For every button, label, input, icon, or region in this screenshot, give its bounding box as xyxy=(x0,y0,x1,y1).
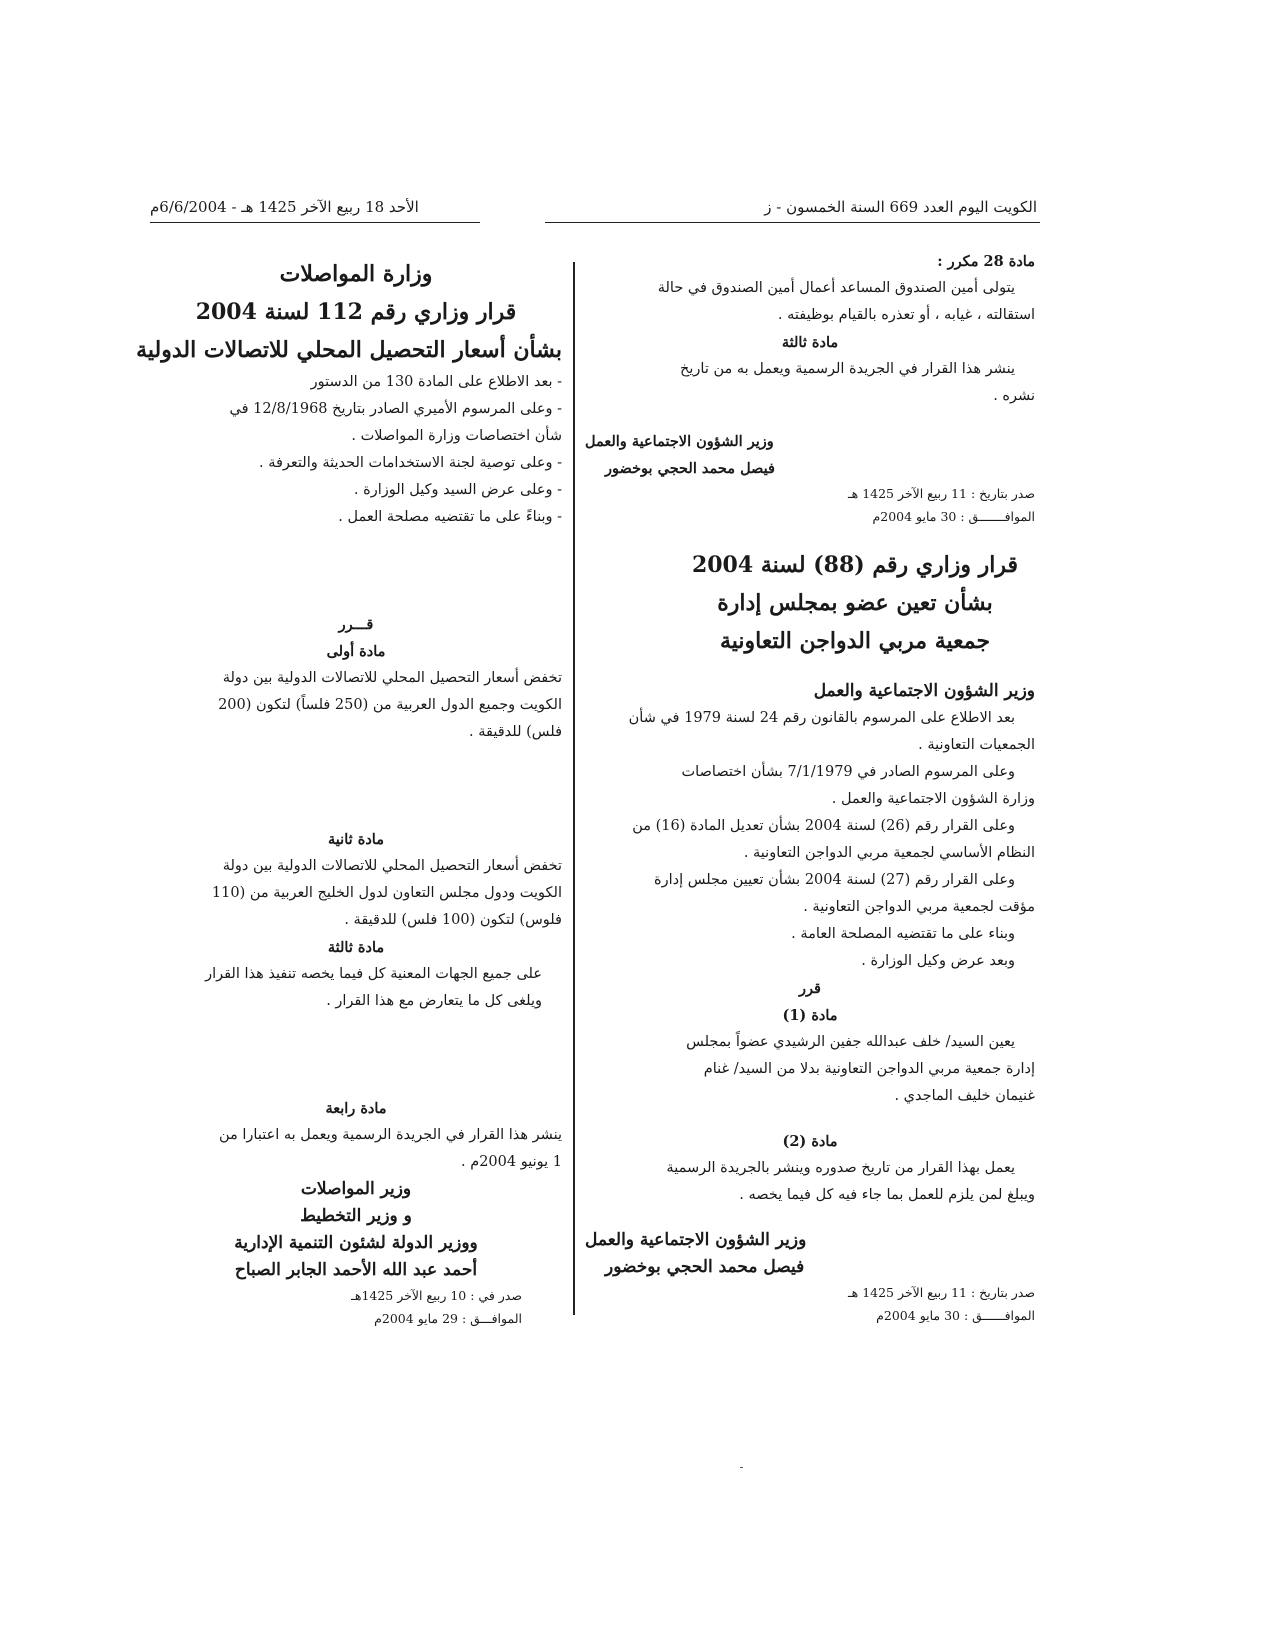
article-second-line: تخفض أسعار التحصيل المحلي للاتصالات الدولية بين دولة xyxy=(222,858,562,874)
article-first-line: تخفض أسعار التحصيل المحلي للاتصالات الدولية بين دولة xyxy=(222,670,562,686)
article-fourth-line: ينشر هذا القرار في الجريدة الرسمية ويعمل به اعتبارا من xyxy=(218,1127,562,1143)
decree-88-title: قرار وزاري رقم (88) لسنة 2004 xyxy=(691,552,1019,578)
article-3-title: مادة ثالثة xyxy=(781,334,839,351)
signature-name: أحمد عبد الله الأحمد الجابر الصباح xyxy=(234,1260,478,1280)
preamble-line: شأن اختصاصات وزارة المواصلات . xyxy=(351,428,562,444)
header-rule-right xyxy=(545,222,1040,223)
decree-88-subject: بشأن تعين عضو بمجلس إدارة xyxy=(717,590,993,616)
preamble-line: وبناء على ما تقتضيه المصلحة العامة . xyxy=(791,926,1015,942)
article-28-line: استقالته ، غيابه ، أو تعذره بالقيام بوظيفته . xyxy=(777,307,1035,323)
article-first-line: فلس) للدقيقة . xyxy=(469,724,562,740)
article-1-title: مادة (1) xyxy=(782,1007,838,1024)
preamble-line: - وعلى توصية لجنة الاستخدامات الحديثة والتعرفة . xyxy=(258,455,562,471)
decided-heading: قـــرر xyxy=(338,616,374,633)
date-1-issued: صدر بتاريخ : 11 ربيع الآخر 1425 هـ xyxy=(847,486,1035,501)
date-2-corresponding: الموافــــــق : 30 مايو 2004م xyxy=(876,1308,1035,1323)
signature-1-name: فيصل محمد الحجي بوخضور xyxy=(605,460,775,477)
decided-heading: قرر xyxy=(799,980,821,997)
article-second-line: فلوس) لتكون (100 فلس) للدقيقة . xyxy=(344,912,562,928)
left-column xyxy=(136,255,562,1330)
article-fourth-line: 1 يونيو 2004م . xyxy=(461,1154,562,1170)
article-second-line: الكويت ودول مجلس التعاون لدول الخليج العربية من (110 xyxy=(211,885,562,901)
signature-1-title: وزير الشؤون الاجتماعية والعمل xyxy=(585,433,774,450)
preamble-line: - وعلى المرسوم الأميري الصادر بتاريخ 12/8/1968 في xyxy=(229,401,562,417)
column-divider xyxy=(573,262,575,1315)
decree-112-title: قرار وزاري رقم 112 لسنة 2004 xyxy=(195,299,517,325)
signature-minister: و وزير التخطيط xyxy=(300,1206,412,1226)
preamble-line: - وبناءً على ما تقتضيه مصلحة العمل . xyxy=(338,509,562,525)
article-2-line: يعمل بهذا القرار من تاريخ صدوره وينشر بالجريدة الرسمية xyxy=(666,1160,1015,1176)
ministry-heading: وزارة المواصلات xyxy=(279,261,433,287)
date-2-issued: صدر بتاريخ : 11 ربيع الآخر 1425 هـ xyxy=(847,1285,1035,1300)
article-3-line: نشره . xyxy=(993,388,1035,404)
decree-88-subject: جمعية مربي الدواجن التعاونية xyxy=(719,628,991,654)
article-28-line: يتولى أمين الصندوق المساعد أعمال أمين الصندوق في حالة xyxy=(657,280,1015,296)
signature-2-title: وزير الشؤون الاجتماعية والعمل xyxy=(585,1230,807,1250)
signature-minister: وزير المواصلات xyxy=(300,1179,412,1199)
scan-speck xyxy=(740,1467,743,1468)
date-1-corresponding: الموافـــــــق : 30 مايو 2004م xyxy=(872,509,1035,524)
preamble-line: وبعد عرض وكيل الوزارة . xyxy=(861,953,1015,969)
article-1-line: غنيمان خليف الماجدي . xyxy=(894,1088,1035,1104)
minister-heading: وزير الشؤون الاجتماعية والعمل xyxy=(813,681,1035,701)
article-3-line: ينشر هذا القرار في الجريدة الرسمية ويعمل به من تاريخ xyxy=(680,361,1015,377)
article-28-title: مادة 28 مكرر : xyxy=(937,253,1035,270)
preamble-line: - وعلى عرض السيد وكيل الوزارة . xyxy=(353,482,562,498)
preamble-line: - بعد الاطلاع على المادة 130 من الدستور xyxy=(310,374,562,390)
article-2-title: مادة (2) xyxy=(782,1133,838,1150)
header-issue: الكويت اليوم العدد 669 السنة الخمسون - ز xyxy=(764,198,1037,216)
article-first-line: الكويت وجميع الدول العربية من (250 فلساً) لتكون (200 xyxy=(218,697,562,713)
header-rule-left xyxy=(150,222,480,223)
article-third-line: ويلغى كل ما يتعارض مع هذا القرار . xyxy=(326,993,542,1009)
preamble-line: وعلى القرار رقم (26) لسنة 2004 بشأن تعديل المادة (16) من xyxy=(632,818,1015,834)
preamble-line: بعد الاطلاع على المرسوم بالقانون رقم 24 لسنة 1979 في شأن xyxy=(628,710,1015,726)
preamble-line: وعلى المرسوم الصادر في 7/1/1979 بشأن اختصاصات xyxy=(681,764,1015,780)
article-second-title: مادة ثانية xyxy=(328,831,384,848)
article-third-line: على جميع الجهات المعنية كل فيما يخصه تنفيذ هذا القرار xyxy=(205,966,542,982)
header-date: الأحد 18 ربيع الآخر 1425 هـ - 6/6/2004م xyxy=(150,198,419,216)
preamble-line: مؤقت لجمعية مربي الدواجن التعاونية . xyxy=(803,899,1035,915)
article-1-line: يعين السيد/ خلف عبدالله جفين الرشيدي عضواً بمجلس xyxy=(686,1034,1015,1050)
article-first-title: مادة أولى xyxy=(326,643,386,660)
decree-112-subject: بشأن أسعار التحصيل المحلي للاتصالات الدولية xyxy=(136,337,562,363)
signature-2-name: فيصل محمد الحجي بوخضور xyxy=(605,1257,805,1277)
article-third-title: مادة ثالثة xyxy=(327,939,385,956)
article-fourth-title: مادة رابعة xyxy=(325,1100,387,1117)
article-1-line: إدارة جمعية مربي الدواجن التعاونية بدلا من السيد/ غنام xyxy=(703,1061,1035,1077)
date-issued: صدر في : 10 ربيع الآخر 1425هـ xyxy=(351,1288,522,1303)
preamble-line: وزارة الشؤون الاجتماعية والعمل . xyxy=(831,791,1035,807)
preamble-line: النظام الأساسي لجمعية مربي الدواجن التعاونية . xyxy=(743,845,1035,861)
preamble-line: وعلى القرار رقم (27) لسنة 2004 بشأن تعيين مجلس إدارة xyxy=(654,872,1015,888)
date-corresponding: الموافـــق : 29 مايو 2004م xyxy=(374,1311,522,1326)
right-column xyxy=(585,248,1035,1327)
signature-minister: ووزير الدولة لشئون التنمية الإدارية xyxy=(234,1233,478,1253)
preamble-line: الجمعيات التعاونية . xyxy=(918,737,1035,753)
article-2-line: ويبلغ لمن يلزم للعمل بما جاء فيه كل فيما يخصه . xyxy=(739,1187,1035,1203)
